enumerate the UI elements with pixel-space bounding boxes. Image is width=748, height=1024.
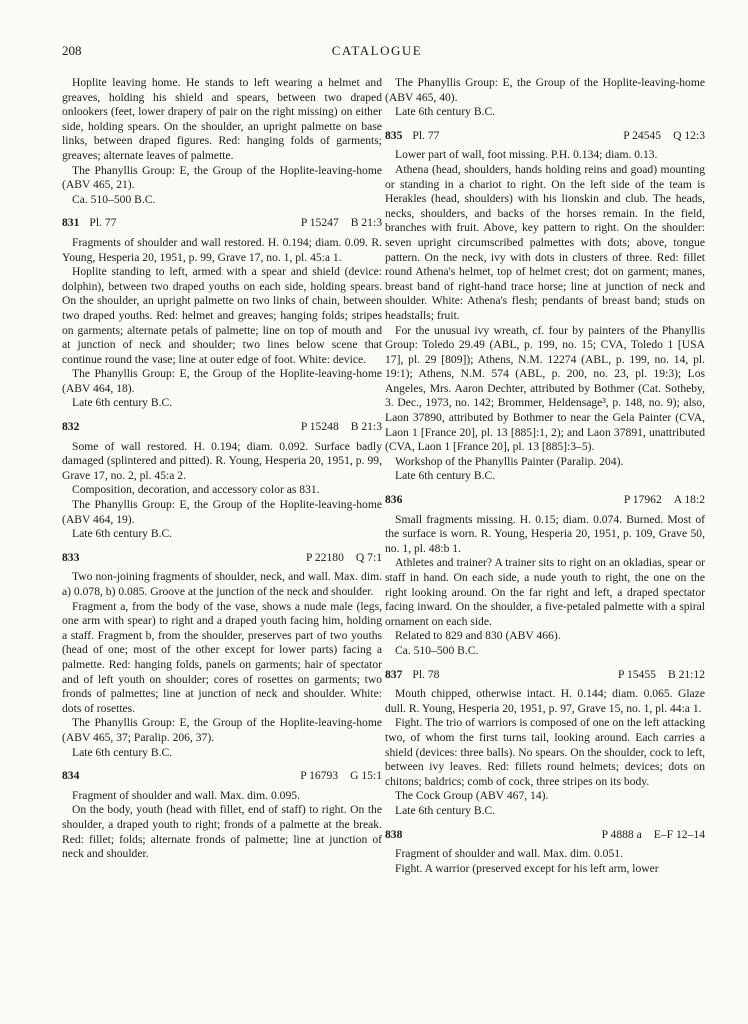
entry-header [62, 769, 382, 784]
entry-paragraph: Late 6th century B.C. [72, 745, 173, 759]
entry-header [385, 668, 705, 683]
entry-paragraph: Workshop of the Phanyllis Painter (Paralip. 204). [395, 454, 624, 468]
entry-paragraph: Ca. 510–500 B.C. [395, 643, 479, 657]
catalogue-number: 838 [385, 827, 403, 841]
entry-header [62, 551, 382, 566]
entry-paragraph: Late 6th century B.C. [72, 396, 173, 410]
entry-id [62, 420, 79, 435]
entry-paragraph: Related to 829 and 830 (ABV 466). [395, 629, 561, 643]
intro-paragraph: The Phanyllis Group: E, the Group of the Hoplite-leaving-home (ABV 465, 21). [62, 163, 382, 192]
inventory-number: P 22180 [306, 550, 344, 564]
entry-id [385, 129, 439, 144]
inventory-info [624, 493, 705, 508]
grid-location: B 21:3 [350, 216, 382, 230]
entry-paragraph: Some of wall restored. H. 0.194; diam. 0.092. Surface badly damaged (splintered and pitted). R. Young, Hesperia 20, 1951, p. 99, Grave 17, no. 2, pl. 45:a 2. [62, 439, 382, 482]
inventory-info [301, 216, 382, 231]
intro-paragraph: Hoplite leaving home. He stands to left wearing a helmet and greaves, holding his shield and spears, between two draped onlookers (feet, lower drapery of pair on the right missing) on either side, holding spears. On the shoulder, an upright palmette on base links, between draped figures. Red: hanging folds of garments; greaves; alternate leaves of palmette. [62, 76, 382, 162]
left-column [62, 76, 382, 862]
grid-location: Q 7:1 [355, 550, 382, 564]
entry-id [62, 551, 79, 566]
plate-reference: Pl. 77 [412, 128, 440, 142]
entry-paragraph: Fragment of shoulder and wall. Max. dim. 0.051. [395, 847, 623, 861]
entry-header [385, 493, 705, 508]
entry-id [62, 216, 116, 231]
entry-paragraph: The Phanyllis Group: E, the Group of the Hoplite-leaving-home (ABV 464, 19). [62, 498, 382, 526]
grid-location: E–F 12–14 [653, 827, 705, 841]
grid-location: B 21:3 [350, 420, 382, 434]
entry-paragraph: Athletes and trainer? A trainer sits to right on an okladias, spear or staff in hand. On each side, a nude youth to right, the one on the right looking around. On the far right and left, a draped spectator facing inward. On the shoulder, a five-petaled palmette with a spiral ornament on each side. [385, 556, 705, 628]
inventory-number: P 17962 [623, 493, 662, 507]
catalogue-number: 834 [62, 769, 80, 783]
entry-header [385, 129, 705, 144]
entry-paragraph: Composition, decoration, and accessory color as 831. [72, 483, 320, 497]
grid-location: G 15:1 [350, 769, 382, 783]
entry-header [62, 216, 382, 231]
inventory-number: P 15455 [618, 667, 656, 681]
entry-id [385, 668, 439, 683]
inventory-number: P 24545 [623, 128, 662, 142]
grid-location: B 21:12 [667, 667, 705, 681]
plate-reference: Pl. 78 [412, 667, 440, 681]
catalogue-number: 837 [385, 667, 403, 681]
inventory-info [306, 551, 382, 566]
entry-paragraph: Mouth chipped, otherwise intact. H. 0.144; diam. 0.065. Glaze dull. R. Young, Hesperia 20, 1951, p. 97, Grave 15, no. 1, pl. 44:a 1. [385, 687, 705, 715]
inventory-number: P 15248 [300, 420, 339, 434]
intro-paragraph: Ca. 510–500 B.C. [72, 192, 156, 206]
inventory-info [300, 769, 382, 784]
grid-location: A 18:2 [673, 493, 705, 507]
page-number: 208 [62, 43, 82, 58]
entry-paragraph: Small fragments missing. H. 0.15; diam. 0.074. Burned. Most of the surface is worn. R. Young, Hesperia 20, 1951, p. 109, Grave 50, no. 1, pl. 48:b 1. [385, 512, 705, 555]
intro-paragraph: The Phanyllis Group: E, the Group of the Hoplite-leaving-home (ABV 465, 40). [385, 76, 705, 104]
right-column [385, 76, 705, 876]
catalogue-number: 836 [385, 493, 403, 507]
entry-id [385, 828, 402, 843]
intro-paragraph: Late 6th century B.C. [395, 105, 496, 119]
entry-paragraph: For the unusual ivy wreath, cf. four by painters of the Phanyllis Group: Toledo 29.49 (ABL, p. 199, no. 15; CVA, Toledo 1 [USA 17], pl. 29 [809]); Athens, N.M. 12274 (ABL, p. 199, no. 14, pl. 19:1); Athens, N.M. 574 (ABL, p. 200, no. 23, pl. 19:3); Los Angeles, Mrs. Aaron Dechter, attributed by Bothmer (Cat. Sotheby, 3. Dec., 1973, no. 142; Brommer, Heldensage³, p. 148, no. 9); also, Laon 37890, attributed by Bothmer to near the Gela Painter (CVA, Laon 1 [France 20], pl. 13 [885]:1, 2); and Laon 37891, unattributed (CVA, Laon 1 [France 20], pl. 13 [885]:3–5). [385, 323, 705, 454]
catalogue-number: 831 [62, 216, 80, 230]
inventory-info [301, 420, 382, 435]
entry-paragraph: Late 6th century B.C. [72, 527, 173, 541]
inventory-info [623, 129, 705, 144]
entry-header [62, 420, 382, 435]
entry-header [385, 828, 705, 843]
entry-paragraph: Hoplite standing to left, armed with a spear and shield (device: dolphin), between two draped youths on each side, holding spears. On the shoulder, an upright palmette on two links of chain, between two draped youths. Red: helmet and greaves; hanging folds; stripes on garments; alternate petals of palmette; line on top of mouth and at junction of neck and shoulder; two lines below scene that continue round the vase; line at outer edge of foot. White: device. [62, 265, 382, 366]
inventory-info [618, 668, 705, 683]
entry-paragraph: Fight. A warrior (preserved except for his left arm, lower [395, 861, 659, 875]
entry-id [385, 493, 402, 508]
entry-paragraph: Fragments of shoulder and wall restored. H. 0.194; diam. 0.09. R. Young, Hesperia 20, 1951, p. 99, Grave 17, no. 1, pl. 45:a 1. [62, 235, 382, 264]
running-header [62, 44, 692, 62]
entry-paragraph: The Cock Group (ABV 467, 14). [395, 789, 549, 803]
inventory-info [602, 828, 705, 843]
entry-paragraph: Lower part of wall, foot missing. P.H. 0.134; diam. 0.13. [395, 148, 658, 162]
catalogue-number: 835 [385, 128, 403, 142]
catalogue-number: 832 [62, 420, 80, 434]
entry-paragraph: Fragment a, from the body of the vase, shows a nude male (legs, one arm with spear) to right and a draped youth facing him, holding a staff. Fragment b, from the shoulder, preserves part of two youths (head of one; most of the other except for lower parts) facing a palmette. Red: hanging folds, panels on garments; hair of spectator and of left youth on shoulder; cores of rosettes on garments; two fronds of palmettes; line at junction of neck and shoulder. White: dots of rosettes. [62, 599, 382, 715]
plate-reference: Pl. 77 [89, 216, 117, 230]
entry-paragraph: On the body, youth (head with fillet, end of staff) to right. On the shoulder, a draped youth to right; fronds of a palmette at the break. Red: fillet; folds; alternate fronds of palmette; line at junction of neck and shoulder. [62, 803, 382, 861]
entry-paragraph: Late 6th century B.C. [395, 469, 496, 483]
entry-paragraph: Athena (head, shoulders, hands holding reins and goad) mounting or standing in a chariot to right. On the left side of the team is Herakles (head, shoulders) with his lionskin and club. The heads, necks, shoulders, and backs of the horses remain. In the field, branches with fruit. Above, key pattern to right. On the shoulder: seven upright circumscribed palmettes with dots; above, tongue pattern. On the neck, ivy with dots in clusters of three. Red: fillet round Athena's helmet, top of helmet crest; dot on garment; manes, breast band of right-hand trace horse; line at junction of neck and shoulder. White: Athena's flesh; pendants of breast band; studs on headstalls; fruit. [385, 162, 705, 322]
entry-paragraph: Two non-joining fragments of shoulder, neck, and wall. Max. dim. a) 0.078, b) 0.085. Groove at the junction of the neck and shoulder. [62, 570, 382, 598]
entry-paragraph: Fight. The trio of warriors is composed of one on the left attacking two, of whom the first turns tail, looking around. Each carries a shield (devices: three balls). No spears. On the shoulder, cock to left, between ivy leaves. Red: fillets round helmets; devices; dots on chitons; baldrics; comb of cock, three stripes on its body. [385, 716, 705, 788]
inventory-number: P 16793 [300, 769, 339, 783]
entry-paragraph: The Phanyllis Group: E, the Group of the Hoplite-leaving-home (ABV 465, 37; Paralip. 206, 37). [62, 716, 382, 744]
inventory-number: P 4888 a [601, 827, 642, 841]
inventory-number: P 15247 [300, 216, 339, 230]
entry-paragraph: Fragment of shoulder and wall. Max. dim. 0.095. [72, 788, 300, 802]
entry-paragraph: Late 6th century B.C. [395, 803, 496, 817]
entry-id [62, 769, 79, 784]
page-title: CATALOGUE [331, 43, 423, 58]
entry-paragraph: The Phanyllis Group: E, the Group of the Hoplite-leaving-home (ABV 464, 18). [62, 367, 382, 395]
catalogue-number: 833 [62, 550, 80, 564]
grid-location: Q 12:3 [673, 128, 705, 142]
